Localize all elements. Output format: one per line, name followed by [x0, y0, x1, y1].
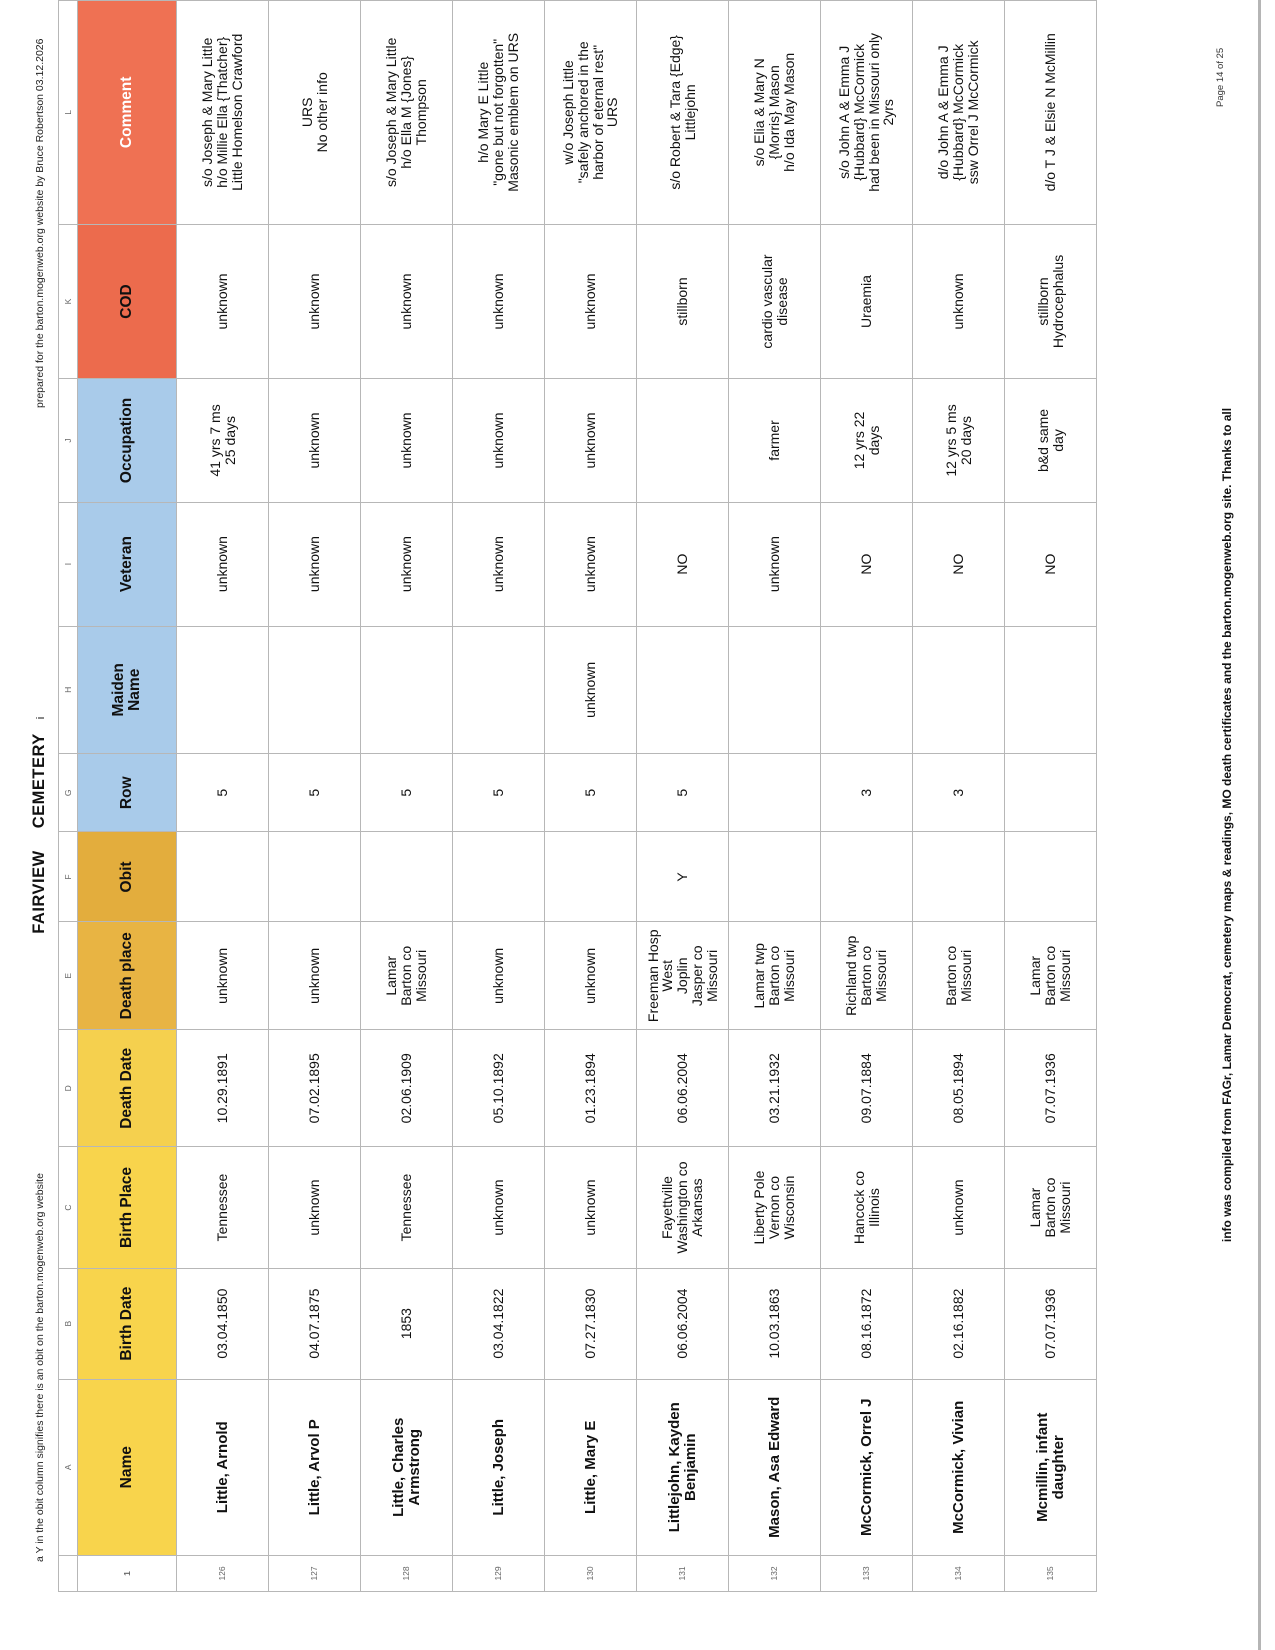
cod-cell: unknown — [913, 224, 1005, 379]
maiden-name-cell — [1005, 626, 1097, 754]
cod-cell: unknown — [177, 224, 269, 379]
veteran-cell: unknown — [453, 502, 545, 626]
comment-cell: s/o Robert & Tara {Edge} Littlejohn — [637, 1, 729, 225]
maiden-name-cell — [821, 626, 913, 754]
column-letter: B — [59, 1268, 78, 1379]
column-letter: J — [59, 379, 78, 502]
title-mark: i — [35, 716, 47, 720]
birth-place-cell: unknown — [269, 1147, 361, 1268]
header-death-date: Death Date — [78, 1030, 177, 1147]
title-cemetery: CEMETERY — [30, 733, 48, 829]
occupation-cell: 12 yrs 5 ms 20 days — [913, 379, 1005, 502]
maiden-name-cell — [913, 626, 1005, 754]
comment-cell: URS No other info — [269, 1, 361, 225]
column-letter: K — [59, 224, 78, 379]
occupation-cell: unknown — [269, 379, 361, 502]
row-number: 134 — [913, 1555, 1005, 1591]
name-cell: Little, Arvol P — [269, 1379, 361, 1555]
birth-date-cell: 07.07.1936 — [1005, 1268, 1097, 1379]
name-cell: McCormick, Orrel J — [821, 1379, 913, 1555]
corner-cell — [59, 1555, 78, 1591]
veteran-cell: NO — [913, 502, 1005, 626]
title-fairview: FAIRVIEW — [30, 850, 48, 934]
death-place-cell: unknown — [269, 922, 361, 1030]
birth-place-cell: unknown — [453, 1147, 545, 1268]
death-place-cell: unknown — [177, 922, 269, 1030]
row-number: 1 — [78, 1555, 177, 1591]
birth-place-cell: Tennessee — [361, 1147, 453, 1268]
header-obit: Obit — [78, 832, 177, 922]
maiden-name-cell — [453, 626, 545, 754]
death-date-cell: 01.23.1894 — [545, 1030, 637, 1147]
row-cell: 5 — [269, 754, 361, 832]
death-date-cell: 07.02.1895 — [269, 1030, 361, 1147]
obit-cell — [821, 832, 913, 922]
cod-cell: Uraemia — [821, 224, 913, 379]
table-row — [361, 1, 453, 1592]
obit-note: a Y in the obit column signifies there is an obit on the barton.mogenweb.org website — [34, 1173, 46, 1562]
obit-cell — [453, 832, 545, 922]
header-birth-place: Birth Place — [78, 1147, 177, 1268]
comment-cell: s/o Joseph & Mary Little h/o Millie Ella {Thatcher} Little Homelson Crawford — [177, 1, 269, 225]
column-letter: H — [59, 626, 78, 754]
veteran-cell: NO — [1005, 502, 1097, 626]
death-date-cell: 09.07.1884 — [821, 1030, 913, 1147]
column-letter: L — [59, 1, 78, 225]
obit-cell — [1005, 832, 1097, 922]
row-cell: 3 — [913, 754, 1005, 832]
table-row — [913, 1, 1005, 1592]
row-number: 126 — [177, 1555, 269, 1591]
birth-date-cell: 08.16.1872 — [821, 1268, 913, 1379]
death-place-cell: unknown — [453, 922, 545, 1030]
cod-cell: unknown — [269, 224, 361, 379]
veteran-cell: unknown — [361, 502, 453, 626]
obit-cell — [177, 832, 269, 922]
row-cell: 5 — [637, 754, 729, 832]
birth-date-cell: 07.27.1830 — [545, 1268, 637, 1379]
header-maiden-name: Maiden Name — [78, 626, 177, 754]
table-row — [177, 1, 269, 1592]
table-row — [453, 1, 545, 1592]
name-cell: Little, Arnold — [177, 1379, 269, 1555]
row-cell: 3 — [821, 754, 913, 832]
column-letter: C — [59, 1147, 78, 1268]
birth-place-cell: Tennessee — [177, 1147, 269, 1268]
occupation-cell: b&d same day — [1005, 379, 1097, 502]
row-cell: 5 — [453, 754, 545, 832]
column-letter: I — [59, 502, 78, 626]
occupation-cell: unknown — [453, 379, 545, 502]
row-number: 132 — [729, 1555, 821, 1591]
veteran-cell: unknown — [729, 502, 821, 626]
header-death-place: Death place — [78, 922, 177, 1030]
header-occupation: Occupation — [78, 379, 177, 502]
occupation-cell: unknown — [545, 379, 637, 502]
row-number: 127 — [269, 1555, 361, 1591]
row-number: 133 — [821, 1555, 913, 1591]
maiden-name-cell — [361, 626, 453, 754]
occupation-cell: 12 yrs 22 days — [821, 379, 913, 502]
veteran-cell: unknown — [545, 502, 637, 626]
name-cell: Mason, Asa Edward — [729, 1379, 821, 1555]
row-number: 135 — [1005, 1555, 1097, 1591]
cod-cell: cardio vascular disease — [729, 224, 821, 379]
cod-cell: stillborn — [637, 224, 729, 379]
comment-cell: s/o Elia & Mary N {Morris} Mason h/o Ida May Mason — [729, 1, 821, 225]
obit-cell — [269, 832, 361, 922]
birth-date-cell: 03.04.1850 — [177, 1268, 269, 1379]
table-row — [637, 1, 729, 1592]
occupation-cell: farmer — [729, 379, 821, 502]
birth-date-cell: 10.03.1863 — [729, 1268, 821, 1379]
table-row — [729, 1, 821, 1592]
death-place-cell: Freeman Hosp West Joplin Jasper co Missouri — [637, 922, 729, 1030]
comment-cell: s/o John A & Emma J {Hubbard} McCormick had been in Missouri only 2yrs — [821, 1, 913, 225]
row-number: 128 — [361, 1555, 453, 1591]
cod-cell: unknown — [453, 224, 545, 379]
death-date-cell: 06.06.2004 — [637, 1030, 729, 1147]
cod-cell: stillborn Hydrocephalus — [1005, 224, 1097, 379]
maiden-name-cell — [177, 626, 269, 754]
death-date-cell: 10.29.1891 — [177, 1030, 269, 1147]
birth-place-cell: Hancock co Illinois — [821, 1147, 913, 1268]
veteran-cell: NO — [821, 502, 913, 626]
maiden-name-cell — [637, 626, 729, 754]
birth-place-cell: Lamar Barton co Missouri — [1005, 1147, 1097, 1268]
name-cell: Little, Charles Armstrong — [361, 1379, 453, 1555]
column-letter: E — [59, 922, 78, 1030]
death-date-cell: 02.06.1909 — [361, 1030, 453, 1147]
comment-cell: s/o Joseph & Mary Little h/o Ella M {Jones} Thompson — [361, 1, 453, 225]
row-number: 130 — [545, 1555, 637, 1591]
table-body — [59, 1, 1097, 1592]
maiden-name-cell — [269, 626, 361, 754]
obit-cell — [545, 832, 637, 922]
obit-cell — [729, 832, 821, 922]
death-place-cell: unknown — [545, 922, 637, 1030]
occupation-cell: 41 yrs 7 ms 25 days — [177, 379, 269, 502]
occupation-cell — [637, 379, 729, 502]
comment-cell: d/o John A & Emma J {Hubbard} McCormick ssw Orrel J McCormick — [913, 1, 1005, 225]
maiden-name-cell: unknown — [545, 626, 637, 754]
birth-place-cell: Fayettville Washington co Arkansas — [637, 1147, 729, 1268]
column-letter: G — [59, 754, 78, 832]
veteran-cell: unknown — [177, 502, 269, 626]
death-place-cell: Richland twp Barton co Missouri — [821, 922, 913, 1030]
cod-cell: unknown — [361, 224, 453, 379]
name-cell: Little, Mary E — [545, 1379, 637, 1555]
death-place-cell: Lamar Barton co Missouri — [1005, 922, 1097, 1030]
comment-cell: d/o T J & Elsie N McMillin — [1005, 1, 1097, 225]
header-comment: Comment — [78, 1, 177, 225]
death-place-cell: Lamar twp Barton co Missouri — [729, 922, 821, 1030]
table-row — [1005, 1, 1097, 1592]
veteran-cell: NO — [637, 502, 729, 626]
header-birth-date: Birth Date — [78, 1268, 177, 1379]
row-cell: 5 — [361, 754, 453, 832]
obit-cell: Y — [637, 832, 729, 922]
birth-date-cell: 02.16.1882 — [913, 1268, 1005, 1379]
page-number: Page 14 of 25 — [1215, 47, 1226, 107]
prepared-by-note: prepared for the barton.mogenweb.org website by Bruce Robertson 03.12.2026 — [34, 38, 46, 408]
birth-place-cell: Liberty Pole Vernon co Wisconsin — [729, 1147, 821, 1268]
veteran-cell: unknown — [269, 502, 361, 626]
scan-edge-line — [1258, 0, 1261, 1650]
table-row — [269, 1, 361, 1592]
header-veteran: Veteran — [78, 502, 177, 626]
death-date-cell: 08.05.1894 — [913, 1030, 1005, 1147]
row-cell: 5 — [177, 754, 269, 832]
header-name: Name — [78, 1379, 177, 1555]
birth-date-cell: 06.06.2004 — [637, 1268, 729, 1379]
row-cell: 5 — [545, 754, 637, 832]
name-cell: Littlejohn, Kayden Benjamin — [637, 1379, 729, 1555]
death-date-cell: 03.21.1932 — [729, 1030, 821, 1147]
table-row — [821, 1, 913, 1592]
birth-date-cell: 03.04.1822 — [453, 1268, 545, 1379]
column-letter: F — [59, 832, 78, 922]
death-date-cell: 07.07.1936 — [1005, 1030, 1097, 1147]
footer-credits: info was compiled from FAGr, Lamar Democrat, cemetery maps & readings, MO death certificates and the barton.mogenweb.org site. Thanks to all — [1220, 407, 1234, 1243]
row-cell — [1005, 754, 1097, 832]
header-row-col: Row — [78, 754, 177, 832]
name-cell: McCormick, Vivian — [913, 1379, 1005, 1555]
name-cell: Mcmillin, infant daughter — [1005, 1379, 1097, 1555]
column-letter: D — [59, 1030, 78, 1147]
birth-date-cell: 04.07.1875 — [269, 1268, 361, 1379]
header-cod: COD — [78, 224, 177, 379]
death-place-cell: Lamar Barton co Missouri — [361, 922, 453, 1030]
comment-cell: w/o Joseph Little "safely anchored in the harbor of eternal rest" URS — [545, 1, 637, 225]
comment-cell: h/o Mary E Little "gone but not forgotten" Masonic emblem on URS — [453, 1, 545, 225]
column-letter: A — [59, 1379, 78, 1555]
birth-place-cell: unknown — [913, 1147, 1005, 1268]
name-cell: Little, Joseph — [453, 1379, 545, 1555]
death-place-cell: Barton co Missouri — [913, 922, 1005, 1030]
row-cell — [729, 754, 821, 832]
occupation-cell: unknown — [361, 379, 453, 502]
birth-date-cell: 1853 — [361, 1268, 453, 1379]
cod-cell: unknown — [545, 224, 637, 379]
header-row — [78, 1, 177, 1592]
row-number: 129 — [453, 1555, 545, 1591]
obit-cell — [913, 832, 1005, 922]
table-row — [545, 1, 637, 1592]
obit-cell — [361, 832, 453, 922]
column-letter-row — [59, 1, 78, 1592]
death-date-cell: 05.10.1892 — [453, 1030, 545, 1147]
cemetery-records-table — [58, 0, 1097, 1592]
row-number: 131 — [637, 1555, 729, 1591]
maiden-name-cell — [729, 626, 821, 754]
birth-place-cell: unknown — [545, 1147, 637, 1268]
